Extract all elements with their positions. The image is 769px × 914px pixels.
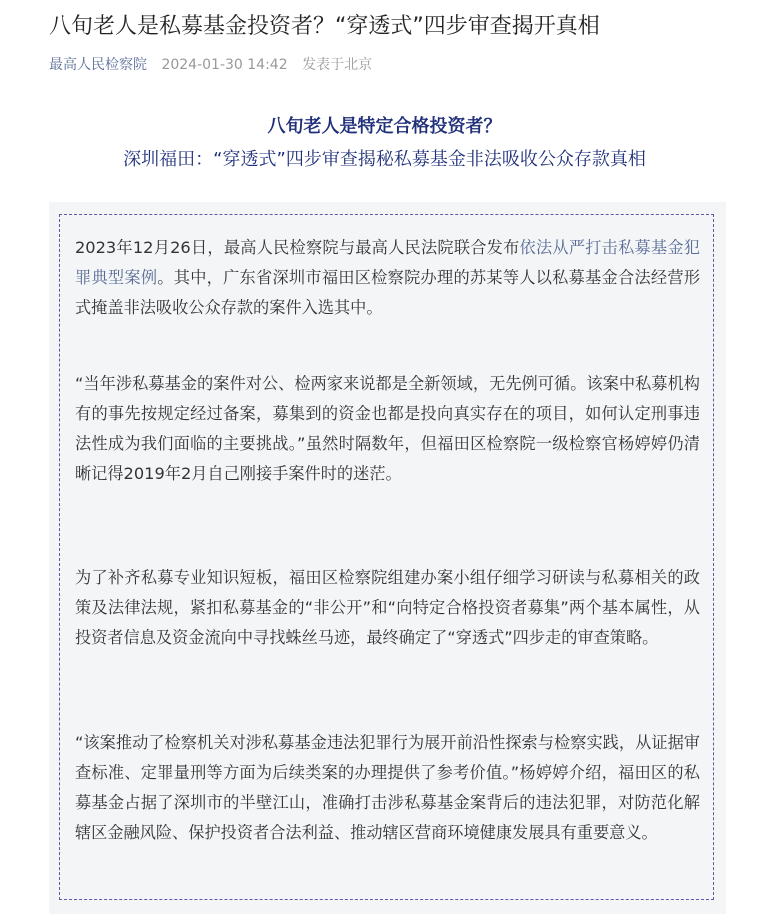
publish-location: 发表于北京 xyxy=(302,57,373,73)
paragraph-1-text-before: 2023年12月26日，最高人民检察院与最高人民法院联合发布 xyxy=(75,238,520,257)
article-meta xyxy=(49,55,372,75)
paragraph-3: 为了补齐私募专业知识短板，福田区检察院组建办案小组仔细学习研读与私募相关的政策及法律法规，紧扣私募基金的“非公开”和“向特定合格投资者募集”两个基本属性，从投资者信息及资金流向中寻找蛛丝马迹，最终确定了“穿透式”四步走的审查策略。 xyxy=(75,568,700,647)
paragraph-4: “该案推动了检察机关对涉私募基金违法犯罪行为展开前沿性探索与检察实践，从证据审查标准、定罪量刑等方面为后续类案的办理提供了参考价值。”杨婷婷介绍，福田区的私募基金占据了深圳市的半壁江山，准确打击涉私募基金案背后的违法犯罪，对防范化解辖区金融风险、保护投资者合法利益、推动辖区营商环境健康发展具有重要意义。 xyxy=(75,733,700,842)
paragraph-1-text-after: 。其中，广东省深圳市福田区检察院办理的苏某等人以私募基金合法经营形式掩盖非法吸收公众存款的案件入选其中。 xyxy=(75,268,701,317)
section-heading-main: 八旬老人是特定合格投资者？ xyxy=(267,116,502,137)
section-heading-sub: 深圳福田：“穿透式”四步审查揭秘私募基金非法吸收公众存款真相 xyxy=(123,149,646,170)
paragraph-2: “当年涉私募基金的案件对公、检两家来说都是全新领域，无先例可循。该案中私募机构有的事先按规定经过备案，募集到的资金也都是投向真实存在的项目，如何认定刑事违法性成为我们面临的主要挑战。”虽然时隔数年，但福田区检察院一级检察官杨婷婷仍清晰记得2019年2月自己刚接手案件时的迷茫。 xyxy=(75,374,700,483)
account-name-link[interactable]: 最高人民检察院 xyxy=(49,57,147,73)
content-box-dashed-frame xyxy=(59,214,714,900)
publish-datetime: 2024-01-30 14:42 xyxy=(161,57,288,73)
paragraph-1 xyxy=(75,233,700,323)
article-title: 八旬老人是私募基金投资者？“穿透式”四步审查揭开真相 xyxy=(49,14,600,39)
content-box xyxy=(49,202,726,914)
typical-cases-link[interactable]: 依法从严打击私募基金犯罪典型案例 xyxy=(75,238,700,287)
